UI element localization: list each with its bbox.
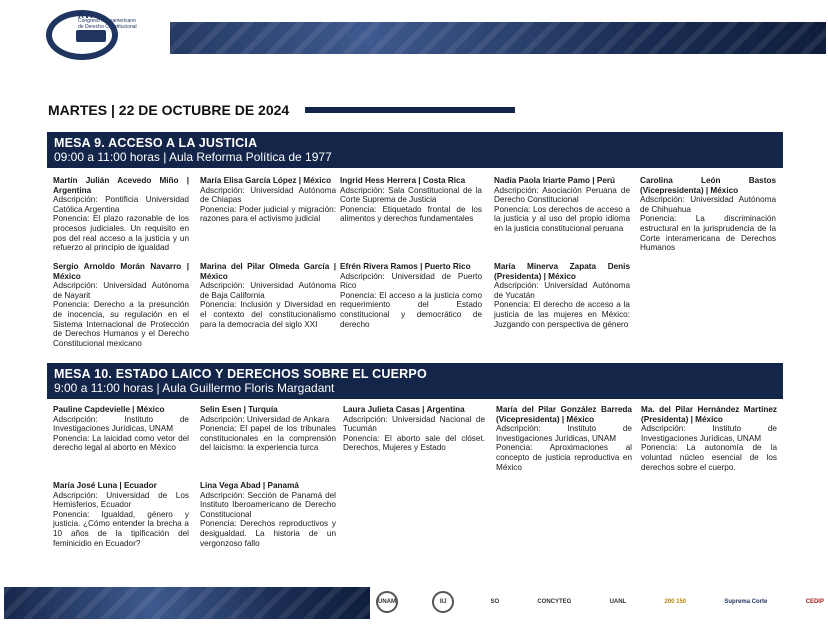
sponsor-logo: Suprema Corte (724, 599, 768, 605)
participant-card (343, 405, 485, 453)
session-title: MESA 10. ESTADO LAICO Y DERECHOS SOBRE EL CUERPO (54, 367, 427, 381)
participant-paper: Ponencia: El plazo razonable de los procesos judiciales. Un requisito en pos del real acceso a la justicia y un refuerzo al principio de igualdad (53, 214, 189, 253)
participant-affiliation: Adscripción: Instituto de Investigaciones Jurídicas, UNAM (641, 424, 777, 443)
participant-paper: Ponencia: Derecho a la presunción de inocencia, su regulación en el Sistema Internacional de Protección de Derechos Humanos y el Derecho Constitucional mexicano (53, 300, 189, 348)
sponsor-logo: UANL (609, 599, 627, 605)
participant-name: Pauline Capdevielle | México (53, 405, 165, 414)
participant-card (53, 176, 189, 253)
participant-affiliation: Adscripción: Universidad Autónoma de Baja California (200, 281, 336, 300)
participant-card (494, 262, 630, 329)
participant-paper: Ponencia: Los derechos de acceso a la justicia y al uso del propio idioma en la justicia constitucional peruana (494, 204, 630, 233)
participant-name: María Minerva Zapata Denis (Presidenta) | México (494, 262, 630, 281)
participant-name: María del Pilar González Barreda (Vicepresidenta) | México (496, 405, 632, 424)
sponsor-logos (376, 585, 826, 619)
participant-paper: Ponencia: La autonomía de la voluntad núcleo esencial de los derechos sobre el cuerpo. (641, 443, 777, 472)
participant-name: Carolina León Bastos (Vicepresidenta) | México (640, 176, 776, 195)
participant-affiliation: Adscripción: Instituto de Investigaciones Jurídicas, UNAM (53, 414, 189, 434)
participant-card (200, 481, 336, 548)
participant-card (340, 262, 482, 329)
date-divider (305, 107, 515, 113)
participant-card (53, 405, 189, 453)
participant-card (640, 176, 776, 253)
participant-card (200, 176, 336, 224)
participant-name: María José Luna | Ecuador (53, 481, 157, 490)
participant-paper: Ponencia: Aproximaciones al concepto de justicia reproductiva en México (496, 443, 632, 472)
participant-name: Selin Esen | Turquía (200, 405, 278, 414)
participant-affiliation: Adscripción: Sección de Panamá del Instituto Iberoamericano de Derecho Constitucional (200, 490, 336, 519)
participant-affiliation: Adscripción: Pontificia Universidad Católica Argentina (53, 195, 189, 214)
participant-affiliation: Adscripción: Universidad Nacional de Tucumán (343, 414, 485, 434)
sponsor-logo: 200 150 (664, 599, 687, 605)
participant-paper: Ponencia: Igualdad, género y justicia. ¿Cómo entender la brecha a 10 años de la tipificación del feminicidio en Ecuador? (53, 509, 189, 548)
participant-name: Ma. del Pilar Hernández Martínez (Presidenta) | México (641, 405, 777, 424)
session-header-mesa-10 (47, 363, 783, 399)
session-time-room: 9:00 a 11:00 horas | Aula Guillermo Floris Margadant (54, 381, 335, 395)
logo-mark (76, 30, 106, 42)
top-banner-image (170, 22, 826, 54)
session-header-mesa-9 (47, 132, 783, 168)
bottom-banner-image (4, 587, 370, 619)
participant-paper: Ponencia: El papel de los tribunales constitucionales en la comprensión del laicismo: la experiencia turca (200, 424, 336, 453)
participant-name: Lina Vega Abad | Panamá (200, 481, 299, 490)
sponsor-logo: SO (490, 599, 500, 605)
participant-name: Nadia Paola Iriarte Pamo | Perú (494, 176, 616, 185)
participant-name: Marina del Pilar Olmeda García | México (200, 262, 336, 281)
participant-affiliation: Adscripción: Instituto de Investigaciones Jurídicas, UNAM (496, 424, 632, 443)
sponsor-logo: UNAM (376, 591, 398, 613)
participant-card (200, 262, 336, 329)
participant-paper: Ponencia: Etiquetado frontal de los alimentos y derechos fundamentales (340, 204, 482, 224)
participant-paper: Ponencia: El acceso a la justicia como requerimiento del Estado constitucional y democrático de derecho (340, 290, 482, 329)
participant-affiliation: Adscripción: Universidad de Puerto Rico (340, 271, 482, 291)
participant-card (496, 405, 632, 472)
session-time-room: 09:00 a 11:00 horas | Aula Reforma Política de 1977 (54, 150, 332, 164)
participant-paper: Ponencia: Poder judicial y migración: razones para el activismo judicial (200, 204, 336, 224)
participant-paper: Ponencia: El derecho de acceso a la justicia de las mujeres en México: Juzgando con perspectiva de género (494, 300, 630, 329)
participant-name: Martín Julián Acevedo Miño | Argentina (53, 176, 189, 195)
participant-paper: Ponencia: La discriminación estructural en la jurisprudencia de la Corte interamericana de Derechos Humanos (640, 214, 776, 253)
participant-affiliation: Adscripción: Universidad Autónoma de Chihuahua (640, 195, 776, 214)
participant-affiliation: Adscripción: Universidad Autónoma de Nayarit (53, 281, 189, 300)
sponsor-logo: CONCYTEG (537, 599, 572, 605)
participant-name: Laura Julieta Casas | Argentina (343, 405, 465, 414)
participant-name: Ingrid Hess Herrera | Costa Rica (340, 176, 466, 185)
session-title: MESA 9. ACCESO A LA JUSTICIA (54, 136, 258, 150)
participant-card (641, 405, 777, 472)
logo-text: XVI Congreso Iberoamericano de Derecho Constitucional (78, 10, 137, 30)
participant-affiliation: Adscripción: Universidad de Los Hemisferios, Ecuador (53, 490, 189, 510)
participant-card (200, 405, 336, 453)
participant-name: María Elisa García López | México (200, 176, 332, 185)
participant-paper: Ponencia: La laicidad como vetor del derecho legal al aborto en México (53, 433, 189, 453)
participant-card (53, 262, 189, 348)
participant-name: Sergio Arnoldo Morán Navarro | México (53, 262, 189, 281)
participant-affiliation: Adscripción: Asociación Peruana de Derecho Constitucional (494, 185, 630, 205)
participant-card (340, 176, 482, 224)
participant-paper: Ponencia: Inclusión y Diversidad en el contexto del constitucionalismo para la democracia del siglo XXI (200, 300, 336, 329)
participant-name: Efrén Rivera Ramos | Puerto Rico (340, 262, 471, 271)
participant-affiliation: Adscripción: Universidad Autónoma de Chiapas (200, 185, 336, 205)
participant-affiliation: Adscripción: Universidad de Ankara (200, 414, 330, 424)
participant-affiliation: Adscripción: Universidad Autónoma de Yucatán (494, 281, 630, 300)
date-heading: MARTES | 22 DE OCTUBRE DE 2024 (48, 102, 290, 118)
sponsor-logo: IIJ (432, 591, 454, 613)
participant-affiliation: Adscripción: Sala Constitucional de la Corte Suprema de Justicia (340, 185, 482, 205)
participant-card (53, 481, 189, 548)
participant-paper: Ponencia: El aborto sale del clóset. Derechos, Mujeres y Estado (343, 433, 485, 453)
sponsor-logo: CEDIP (805, 599, 824, 605)
participant-card (494, 176, 630, 234)
participant-paper: Ponencia: Derechos reproductivos y desigualdad. La historia de un vergonzoso fallo (200, 519, 336, 548)
